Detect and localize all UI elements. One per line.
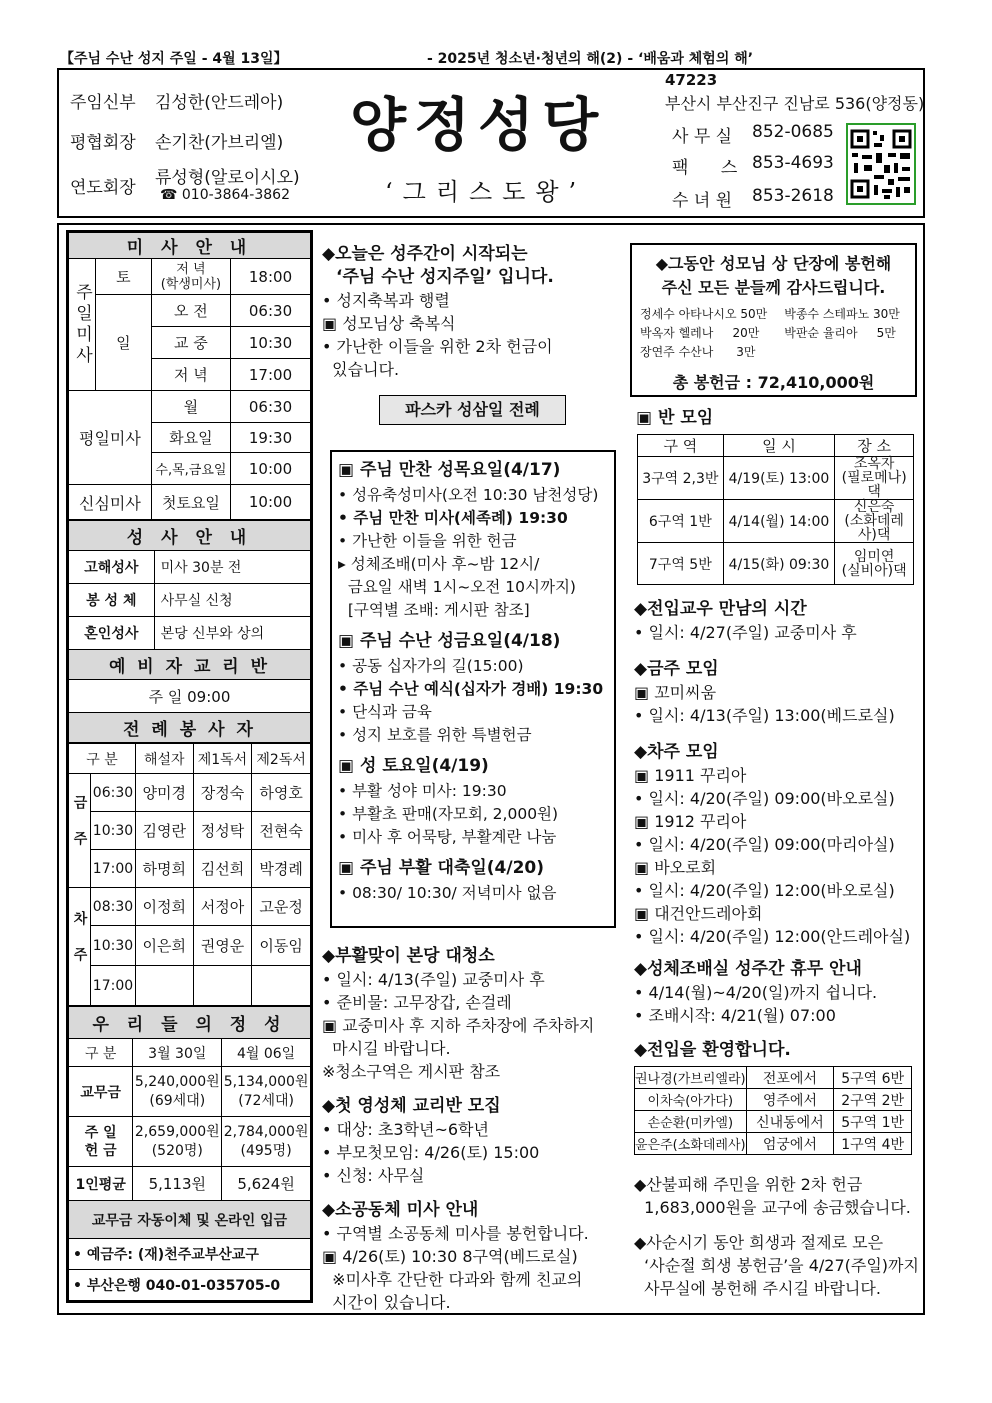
small-community-item: ▣ 4/26(토) 10:30 8구역(베드로실) bbox=[322, 1247, 578, 1266]
catechism-time: 주 일 09:00 bbox=[69, 680, 311, 713]
newcomer-district: 2구역 2반 bbox=[834, 1089, 912, 1111]
sunday-mass-label: 주일미사 bbox=[69, 259, 96, 391]
sacrament-value: 미사 30분 전 bbox=[154, 551, 310, 584]
newcomer-meet-heading: ◆전입교우 만남의 시간 bbox=[634, 599, 807, 619]
address: 부산시 부산진구 진남로 536(양정동) bbox=[665, 94, 925, 113]
ban-time: 4/19(토) 13:00 bbox=[723, 457, 835, 500]
next-week-meeting-item: ▣ 1912 꾸리아 bbox=[634, 812, 747, 831]
donor: 박옥자 헬레나 20만 bbox=[640, 326, 760, 340]
devotional-day: 첫토요일 bbox=[151, 485, 230, 520]
triduum-day: ▣ 주님 수난 성금요일(4/18) bbox=[338, 631, 561, 651]
newcomer-from: 신내동에서 bbox=[746, 1111, 834, 1133]
servers-header: 제2독서 bbox=[252, 744, 311, 774]
cleaning-item: ▣ 교중미사 후 지하 주차장에 주차하지 bbox=[322, 1016, 595, 1035]
sunday-label: 일 bbox=[96, 295, 152, 391]
newcomer-from: 전포에서 bbox=[746, 1067, 834, 1089]
servers-title: 전 례 봉 사 자 bbox=[69, 713, 311, 743]
intro-item: • 성지축복과 행렬 bbox=[322, 291, 450, 310]
offering-amount: 2,659,000원 bbox=[134, 1123, 220, 1140]
server-name: 정성탁 bbox=[193, 812, 252, 850]
server-time: 06:30 bbox=[90, 774, 135, 812]
next-week-meeting-item: • 일시: 4/20(주일) 09:00(바오로실) bbox=[634, 789, 895, 808]
ban-time: 4/15(화) 09:30 bbox=[723, 543, 835, 585]
server-name: 서정아 bbox=[193, 888, 252, 926]
sun-mass-name: 오 전 bbox=[151, 295, 230, 327]
ban-host: 조옥자 bbox=[853, 456, 895, 472]
convent-phone: 853-2618 bbox=[752, 186, 834, 206]
ban-host-note: (실비아)댁 bbox=[841, 562, 907, 579]
mass-title: 미 사 안 내 bbox=[69, 233, 311, 259]
newcomer-meet-item: • 일시: 4/27(주일) 교중미사 후 bbox=[634, 623, 857, 642]
lent-notice: 사무실에 봉헌해 주시길 바랍니다. bbox=[634, 1279, 881, 1298]
next-week-meeting-item: ▣ 대건안드레아회 bbox=[634, 904, 763, 923]
this-week-meeting-item: • 일시: 4/13(주일) 13:00(베드로실) bbox=[634, 706, 895, 725]
communion-item: • 부모첫모임: 4/26(토) 15:00 bbox=[322, 1143, 540, 1162]
donation-total: 총 봉헌금 : 72,410,000원 bbox=[672, 373, 875, 392]
communion-item: • 대상: 초3학년~6학년 bbox=[322, 1120, 489, 1139]
servers-header: 해설자 bbox=[135, 744, 193, 774]
next-week-meeting-item: • 일시: 4/20(주일) 12:00(바오로실) bbox=[634, 881, 895, 900]
catechism-title: 예 비 자 교 리 반 bbox=[69, 650, 311, 680]
servers-header: 구 분 bbox=[69, 744, 136, 774]
donor: 박종수 스테파노 30만 bbox=[784, 307, 900, 321]
next-week-label: 차주 bbox=[69, 888, 91, 1006]
donation-heading: ◆그동안 성모님 상 단장에 봉헌해 bbox=[655, 254, 892, 273]
pastor-name: 김성한(안드레아) bbox=[155, 93, 284, 113]
cleaning-item: 마시길 바랍니다. bbox=[322, 1039, 451, 1058]
sat-mass-note: (학생미사) bbox=[160, 276, 222, 292]
donor: 정세수 아타나시오 50만 bbox=[640, 307, 768, 321]
server-time: 10:30 bbox=[90, 926, 135, 966]
triduum-item: 금요일 새벽 1시~오전 10시까지) bbox=[338, 578, 576, 596]
triduum-item: • 08:30/ 10:30/ 저녁미사 없음 bbox=[338, 884, 557, 902]
donor: 박판순 율리아 5만 bbox=[784, 326, 896, 340]
server-name: 양미경 bbox=[135, 774, 193, 812]
sacrament-value: 본당 신부와 상의 bbox=[154, 617, 310, 650]
newcomer-name: 윤은주(소화데레사) bbox=[635, 1133, 747, 1155]
sacrament-title: 성 사 안 내 bbox=[69, 521, 311, 551]
offering-count: (520명) bbox=[151, 1142, 203, 1159]
issue-date: 【주님 수난 성지 주일 - 4월 13일】 bbox=[60, 51, 288, 67]
offering-count: (72세대) bbox=[238, 1092, 294, 1109]
offering-label: 주 일 bbox=[84, 1124, 117, 1141]
year-theme: - 2025년 청소년·청년의 해(2) - ‘배움과 체험의 해’ bbox=[427, 51, 754, 67]
cleaning-heading: ◆부활맞이 본당 대청소 bbox=[322, 946, 495, 966]
offering-amount: 5,134,000원 bbox=[223, 1073, 309, 1090]
ban-district: 6구역 1반 bbox=[638, 500, 724, 543]
ban-host: 신은숙 bbox=[853, 499, 895, 515]
intro-item: ▣ 성모님상 축복식 bbox=[322, 314, 456, 333]
next-week-meeting-item: • 일시: 4/20(주일) 12:00(안드레아실) bbox=[634, 927, 911, 946]
offering-label: 1인평균 bbox=[69, 1167, 133, 1201]
newcomer-name: 권나경(가브리엘라) bbox=[635, 1067, 747, 1089]
offering-header: 구 분 bbox=[69, 1039, 133, 1067]
offering-label: 헌 금 bbox=[84, 1142, 117, 1159]
ban-header: 장 소 bbox=[835, 435, 914, 457]
newcomer-from: 엄궁에서 bbox=[746, 1133, 834, 1155]
small-community-heading: ◆소공동체 미사 안내 bbox=[322, 1200, 479, 1220]
server-name: 하명희 bbox=[135, 850, 193, 888]
next-week-meeting-item: ▣ 바오로회 bbox=[634, 858, 717, 877]
intro-heading: ◆오늘은 성주간이 시작되는 bbox=[322, 244, 528, 264]
lent-notice: ◆사순시기 동안 희생과 절제로 모은 bbox=[634, 1233, 884, 1252]
office-label: 사 무 실 bbox=[672, 127, 733, 147]
newcomer-name: 손순환(미카엘) bbox=[635, 1111, 747, 1133]
this-week-meeting-heading: ◆금주 모임 bbox=[634, 659, 719, 679]
sacrament-name: 고해성사 bbox=[69, 551, 155, 584]
wk-mass-time: 06:30 bbox=[231, 391, 311, 423]
council-label: 평협회장 bbox=[70, 133, 136, 153]
offering-average: 5,113원 bbox=[133, 1167, 222, 1201]
pastor-label: 주임신부 bbox=[70, 93, 136, 113]
server-name: 전현숙 bbox=[252, 812, 311, 850]
sun-mass-time: 06:30 bbox=[231, 295, 311, 327]
offering-count: (495명) bbox=[240, 1142, 292, 1159]
next-week-meeting-heading: ◆차주 모임 bbox=[634, 742, 719, 762]
server-name: 고운정 bbox=[252, 888, 311, 926]
wk-mass-day: 화요일 bbox=[151, 423, 230, 453]
adoration-heading: ◆성체조배실 성주간 휴무 안내 bbox=[634, 959, 862, 979]
cleaning-item: • 준비물: 고무장갑, 손걸레 bbox=[322, 993, 512, 1012]
ban-district: 3구역 2,3반 bbox=[638, 457, 724, 500]
triduum-item: [구역별 조배: 게시판 참조] bbox=[338, 601, 530, 619]
weekday-mass-label: 평일미사 bbox=[69, 391, 152, 485]
triduum-day: ▣ 주님 부활 대축일(4/20) bbox=[338, 858, 545, 878]
server-name: 박경례 bbox=[252, 850, 311, 888]
wk-mass-time: 10:00 bbox=[231, 453, 311, 485]
sun-mass-time: 10:30 bbox=[231, 327, 311, 359]
cleaning-item: ※청소구역은 게시판 참조 bbox=[322, 1062, 501, 1081]
ban-time: 4/14(월) 14:00 bbox=[723, 500, 835, 543]
adoration-item: • 조배시작: 4/21(월) 07:00 bbox=[634, 1006, 836, 1025]
triduum-item: • 공동 십자가의 길(15:00) bbox=[338, 657, 524, 675]
newcomer-from: 영주에서 bbox=[746, 1089, 834, 1111]
wk-mass-day: 수,목,금요일 bbox=[151, 453, 230, 485]
small-community-item: ※미사후 간단한 다과와 함께 친교의 bbox=[322, 1270, 583, 1289]
prayer-label: 연도회장 bbox=[70, 178, 136, 198]
council-name: 손기찬(가브리엘) bbox=[155, 133, 284, 153]
left-column bbox=[66, 230, 313, 1303]
triduum-item: • 부활초 판매(자모회, 2,000원) bbox=[338, 805, 559, 823]
communion-item: • 신청: 사무실 bbox=[322, 1166, 425, 1185]
server-name: 이정희 bbox=[135, 888, 193, 926]
ban-host-note: (소화데레사)댁 bbox=[844, 513, 904, 543]
offering-amount: 5,240,000원 bbox=[134, 1073, 220, 1090]
ban-header: 일 시 bbox=[723, 435, 835, 457]
triduum-item: • 성유축성미사(오전 10:30 남천성당) bbox=[338, 486, 599, 504]
bank-account[interactable]: • 부산은행 040-01-035705-0 bbox=[69, 1270, 311, 1301]
server-time: 08:30 bbox=[90, 888, 135, 926]
wk-mass-day: 월 bbox=[151, 391, 230, 423]
triduum-day: ▣ 주님 만찬 성목요일(4/17) bbox=[338, 460, 561, 480]
server-name bbox=[135, 966, 193, 1006]
newcomer-name: 이차숙(아가다) bbox=[635, 1089, 747, 1111]
prayer-name: 류성형(알로이시오) bbox=[155, 168, 300, 188]
server-name: 이은희 bbox=[135, 926, 193, 966]
saturday-label: 토 bbox=[96, 259, 152, 295]
this-week-label: 금주 bbox=[69, 774, 91, 888]
triduum-item: • 단식과 금육 bbox=[338, 703, 432, 721]
this-week-meeting-item: ▣ 꼬미씨움 bbox=[634, 683, 717, 702]
convent-label: 수 녀 원 bbox=[672, 191, 733, 211]
sun-mass-name: 저 녁 bbox=[151, 359, 230, 391]
offering-average: 5,624원 bbox=[222, 1167, 311, 1201]
ban-host-note: (필로메나)댁 bbox=[841, 470, 907, 500]
ban-host: 임미연 bbox=[853, 548, 895, 565]
server-name: 김영란 bbox=[135, 812, 193, 850]
sun-mass-time: 17:00 bbox=[231, 359, 311, 391]
wildfire-notice: ◆산불피해 주민을 위한 2차 헌금 bbox=[634, 1175, 863, 1194]
triduum-item: ▸ 성체조배(미사 후~밤 12시/ bbox=[338, 555, 540, 573]
wk-mass-time: 19:30 bbox=[231, 423, 311, 453]
donation-heading: 주신 모든 분들께 감사드립니다. bbox=[661, 278, 886, 297]
server-name: 권영운 bbox=[193, 926, 252, 966]
server-name: 김선희 bbox=[193, 850, 252, 888]
next-week-meeting-item: • 일시: 4/20(주일) 09:00(마리아실) bbox=[634, 835, 895, 854]
communion-heading: ◆첫 영성체 교리반 모집 bbox=[322, 1096, 501, 1116]
bank-holder: • 예금주: (재)천주교부산교구 bbox=[69, 1239, 311, 1270]
offering-amount: 2,784,000원 bbox=[223, 1123, 309, 1140]
lent-notice: ‘사순절 희생 봉헌금’을 4/27(주일)까지 bbox=[634, 1256, 919, 1275]
bank-title: 교무금 자동이체 및 온라인 입금 bbox=[69, 1201, 311, 1239]
offering-title: 우 리 들 의 정 성 bbox=[69, 1007, 311, 1039]
sacrament-name: 혼인성사 bbox=[69, 617, 155, 650]
servers-header: 제1독서 bbox=[193, 744, 252, 774]
triduum-day: ▣ 성 토요일(4/19) bbox=[338, 756, 489, 776]
triduum-item: • 가난한 이들을 위한 헌금 bbox=[338, 532, 517, 550]
sat-mass-time: 18:00 bbox=[231, 259, 311, 295]
intro-item: • 가난한 이들을 위한 2차 헌금이 bbox=[322, 337, 553, 356]
cleaning-item: • 일시: 4/13(주일) 교중미사 후 bbox=[322, 970, 545, 989]
triduum-item: • 주님 만찬 미사(세족례) 19:30 bbox=[338, 509, 568, 527]
office-phone: 852-0685 bbox=[752, 122, 834, 142]
sacrament-name: 봉 성 체 bbox=[69, 584, 155, 617]
ban-district: 7구역 5반 bbox=[638, 543, 724, 585]
sun-mass-name: 교 중 bbox=[151, 327, 230, 359]
offering-label: 교무금 bbox=[69, 1067, 133, 1117]
fax-number: 853-4693 bbox=[752, 153, 834, 173]
ban-heading: ▣ 반 모임 bbox=[636, 408, 714, 428]
offering-count: (69세대) bbox=[149, 1092, 206, 1109]
triduum-item: • 성지 보호를 위한 특별헌금 bbox=[338, 726, 532, 744]
server-name bbox=[252, 966, 311, 1006]
server-name: 장정숙 bbox=[193, 774, 252, 812]
server-time: 17:00 bbox=[90, 966, 135, 1006]
fax-label: 팩 스 bbox=[672, 158, 738, 178]
intro-heading: ‘주님 수난 성지주일’ 입니다. bbox=[336, 267, 554, 287]
server-time: 17:00 bbox=[90, 850, 135, 888]
triduum-item: • 주님 수난 예식(십자가 경배) 19:30 bbox=[338, 680, 604, 698]
newcomer-district: 5구역 1반 bbox=[834, 1111, 912, 1133]
devotional-mass-label: 신심미사 bbox=[69, 485, 152, 520]
triduum-item: • 미사 후 어묵탕, 부활계란 나눔 bbox=[338, 828, 557, 846]
newcomer-district: 1구역 4반 bbox=[834, 1133, 912, 1155]
server-name: 이동임 bbox=[252, 926, 311, 966]
ban-header: 구 역 bbox=[638, 435, 724, 457]
sacrament-value: 사무실 신청 bbox=[154, 584, 310, 617]
triduum-item: • 부활 성야 미사: 19:30 bbox=[338, 782, 507, 800]
prayer-phone: ☎ 010-3864-3862 bbox=[160, 187, 290, 203]
donor bbox=[783, 343, 901, 362]
offering-header: 4월 06일 bbox=[222, 1039, 311, 1067]
triduum-title: 파스카 성삼일 전례 bbox=[379, 395, 566, 425]
sat-mass-name: 저 녁 bbox=[176, 261, 206, 277]
server-name bbox=[193, 966, 252, 1006]
adoration-item: • 4/14(월)~4/20(일)까지 쉽니다. bbox=[634, 983, 878, 1002]
donor: 장연주 수산나 3만 bbox=[640, 345, 756, 359]
small-community-item: • 구역별 소공동체 미사를 봉헌합니다. bbox=[322, 1224, 589, 1243]
small-community-item: 시간이 있습니다. bbox=[322, 1293, 451, 1312]
intro-item: 있습니다. bbox=[322, 360, 400, 379]
patron: ‘그리스도왕’ bbox=[385, 178, 587, 206]
devotional-time: 10:00 bbox=[231, 485, 311, 520]
postcode: 47223 bbox=[665, 71, 718, 89]
qr-code-icon[interactable] bbox=[846, 123, 916, 205]
next-week-meeting-item: ▣ 1911 꾸리아 bbox=[634, 766, 747, 785]
server-time: 10:30 bbox=[90, 812, 135, 850]
parish-name: 양정성당 bbox=[350, 91, 607, 159]
offering-header: 3월 30일 bbox=[133, 1039, 222, 1067]
server-name: 하영호 bbox=[252, 774, 311, 812]
welcome-heading: ◆전입을 환영합니다. bbox=[634, 1040, 791, 1060]
wildfire-notice: 1,683,000원을 교구에 송금했습니다. bbox=[634, 1198, 911, 1217]
newcomer-district: 5구역 6반 bbox=[834, 1067, 912, 1089]
